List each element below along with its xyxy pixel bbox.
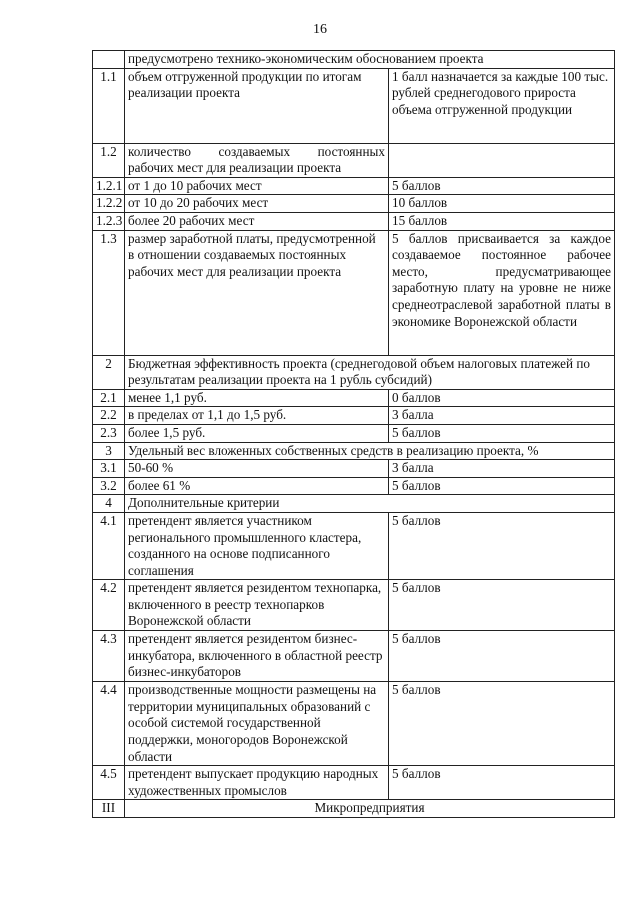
table-row bbox=[93, 177, 615, 195]
row-number-cell: 4.4 bbox=[93, 682, 125, 766]
table-row bbox=[93, 68, 615, 143]
criterion-cell: количество создаваемых постоянных рабочих мест для реализации проекта bbox=[125, 143, 389, 177]
table-row bbox=[93, 195, 615, 213]
criterion-cell: объем отгруженной продукции по итогам реализации проекта bbox=[125, 68, 389, 143]
table-row bbox=[93, 682, 615, 766]
table-row bbox=[93, 407, 615, 425]
criterion-cell: 50-60 % bbox=[125, 460, 389, 478]
criterion-cell: производственные мощности размещены на территории муниципальных образований с особой системой государственной поддержки, моногородов Воронежской области bbox=[125, 682, 389, 766]
row-number-cell: 2.3 bbox=[93, 424, 125, 442]
criterion-cell: претендент является резидентом технопарка, включенного в реестр технопарков Воронежской области bbox=[125, 580, 389, 631]
row-number-cell: 3.1 bbox=[93, 460, 125, 478]
score-cell: 15 баллов bbox=[389, 212, 615, 230]
row-number-cell: III bbox=[93, 800, 125, 818]
criterion-cell: предусмотрено технико-экономическим обоснованием проекта bbox=[125, 51, 615, 69]
table-row bbox=[93, 631, 615, 682]
row-number-cell bbox=[93, 51, 125, 69]
score-cell: 5 баллов bbox=[389, 580, 615, 631]
table-row bbox=[93, 800, 615, 818]
row-number-cell: 1.1 bbox=[93, 68, 125, 143]
criterion-cell: претендент является участником регионального промышленного кластера, созданного на основе подписанного соглашения bbox=[125, 512, 389, 579]
table-row bbox=[93, 766, 615, 800]
criterion-cell: Удельный вес вложенных собственных средств в реализацию проекта, % bbox=[125, 442, 615, 460]
criterion-cell: более 20 рабочих мест bbox=[125, 212, 389, 230]
row-number-cell: 4.5 bbox=[93, 766, 125, 800]
page-number: 16 bbox=[313, 22, 327, 37]
criterion-cell: претендент является резидентом бизнес-инкубатора, включенного в областной реестр бизнес-инкубаторов bbox=[125, 631, 389, 682]
row-number-cell: 2 bbox=[93, 355, 125, 389]
table-row bbox=[93, 460, 615, 478]
score-cell: 5 баллов bbox=[389, 682, 615, 766]
table-row bbox=[93, 424, 615, 442]
row-number-cell: 3.2 bbox=[93, 477, 125, 495]
row-number-cell: 1.2.1 bbox=[93, 177, 125, 195]
row-number-cell: 4.1 bbox=[93, 512, 125, 579]
score-cell: 5 баллов bbox=[389, 177, 615, 195]
table-row bbox=[93, 477, 615, 495]
score-cell bbox=[389, 143, 615, 177]
score-cell: 10 баллов bbox=[389, 195, 615, 213]
table-row bbox=[93, 495, 615, 513]
table-row bbox=[93, 355, 615, 389]
criterion-cell: более 61 % bbox=[125, 477, 389, 495]
criterion-cell: менее 1,1 руб. bbox=[125, 389, 389, 407]
score-cell: 5 баллов bbox=[389, 631, 615, 682]
section-title-cell: Микропредприятия bbox=[125, 800, 615, 818]
score-cell: 3 балла bbox=[389, 460, 615, 478]
row-number-cell: 4 bbox=[93, 495, 125, 513]
row-number-cell: 4.3 bbox=[93, 631, 125, 682]
criterion-cell: от 10 до 20 рабочих мест bbox=[125, 195, 389, 213]
table-row bbox=[93, 389, 615, 407]
row-number-cell: 1.2.3 bbox=[93, 212, 125, 230]
row-number-cell: 2.2 bbox=[93, 407, 125, 425]
score-cell: 3 балла bbox=[389, 407, 615, 425]
table-row bbox=[93, 230, 615, 355]
criterion-cell: Бюджетная эффективность проекта (среднегодовой объем налоговых платежей по результатам реализации проекта на 1 рубль субсидий) bbox=[125, 355, 615, 389]
score-cell: 0 баллов bbox=[389, 389, 615, 407]
score-cell: 5 баллов bbox=[389, 477, 615, 495]
row-number-cell: 4.2 bbox=[93, 580, 125, 631]
criteria-table bbox=[92, 50, 615, 818]
criterion-cell: Дополнительные критерии bbox=[125, 495, 615, 513]
table-row bbox=[93, 442, 615, 460]
score-cell: 5 баллов bbox=[389, 512, 615, 579]
row-number-cell: 1.2 bbox=[93, 143, 125, 177]
table-row bbox=[93, 51, 615, 69]
score-cell: 5 баллов bbox=[389, 766, 615, 800]
row-number-cell: 3 bbox=[93, 442, 125, 460]
criterion-cell: в пределах от 1,1 до 1,5 руб. bbox=[125, 407, 389, 425]
table-row bbox=[93, 512, 615, 579]
table-row bbox=[93, 212, 615, 230]
table-row bbox=[93, 580, 615, 631]
criterion-cell: от 1 до 10 рабочих мест bbox=[125, 177, 389, 195]
criterion-cell: более 1,5 руб. bbox=[125, 424, 389, 442]
row-number-cell: 1.2.2 bbox=[93, 195, 125, 213]
row-number-cell: 2.1 bbox=[93, 389, 125, 407]
score-cell: 1 балл назначается за каждые 100 тыс. рублей среднегодового прироста объема отгруженной продукции bbox=[389, 68, 615, 143]
criterion-cell: размер заработной платы, предусмотренной в отношении создаваемых постоянных рабочих мест для реализации проекта bbox=[125, 230, 389, 355]
row-number-cell: 1.3 bbox=[93, 230, 125, 355]
score-cell: 5 баллов bbox=[389, 424, 615, 442]
criterion-cell: претендент выпускает продукцию народных художественных промыслов bbox=[125, 766, 389, 800]
score-cell: 5 баллов присваивается за каждое создаваемое постоянное рабочее место, предусматривающее заработную плату на уровне не ниже среднеотраслевой заработной платы в экономике Воронежской области bbox=[389, 230, 615, 355]
table-row bbox=[93, 143, 615, 177]
